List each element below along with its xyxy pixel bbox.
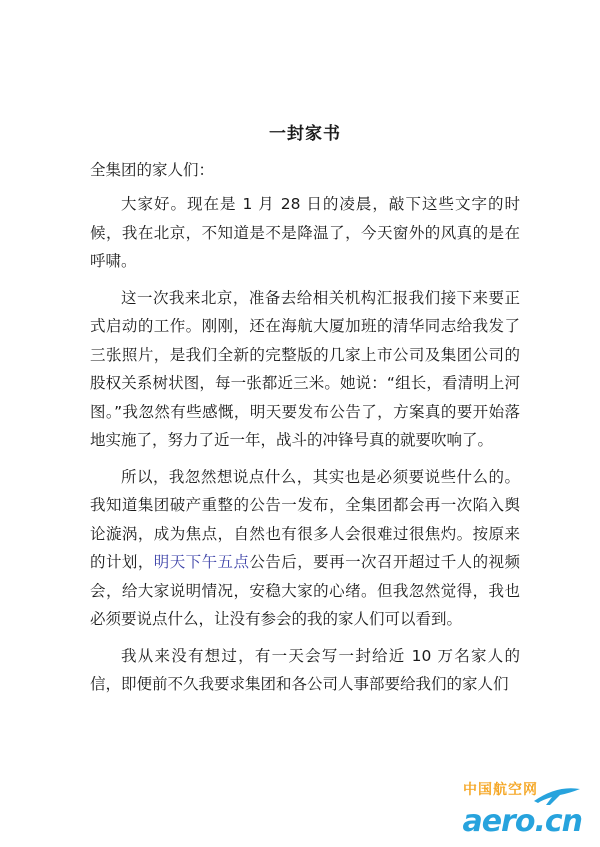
paragraph-3: [90, 463, 520, 634]
letter-body: [90, 122, 520, 707]
letter-title: 一封家书: [269, 124, 341, 144]
paragraph-2: 这一次我来北京，准备去给相关机构汇报我们接下来要正式启动的工作。刚刚，还在海航大厦加班的清华同志给我发了三张照片，是我们全新的完整版的几家上市公司及集团公司的股权关系树状图，每一张都近三米。她说：“组长，看清明上河图。”我忽然有些感慨，明天要发布公告了，方案真的要开始落地实施了，努力了近一年，战斗的冲锋号真的就要吹响了。: [90, 288, 520, 449]
paragraph-1: 大家好。现在是 1 月 28 日的凌晨，敲下这些文字的时候，我在北京，不知道是不是降温了，今天窗外的风真的是在呼啸。: [90, 195, 520, 270]
paragraph-4: 我从来没有想过，有一天会写一封给近 10 万名家人的信，即便前不久我要求集团和各公司人事部要给我们的家人们: [90, 646, 520, 693]
watermark-en-text: aero.cn: [462, 804, 582, 839]
letter-greeting: 全集团的家人们：: [90, 161, 215, 179]
paragraph-3-text-before: 所以，我忽然想说点什么，其实也是必须要说些什么的。我知道集团破产重整的公告一发布，全集团都会再一次陷入舆论漩涡，成为焦点，自然也有很多人会很难过很焦灼。按原来的计划，: [90, 467, 520, 571]
paragraph-3-text-after: 公告后，要再一次召开超过千人的视频会，给大家说明情况，安稳大家的心绪。但我忽然觉得，我也必须要说点什么，让没有参会的我的家人们可以看到。: [90, 553, 520, 628]
aero-cn-watermark: [410, 779, 586, 839]
watermark-cn-text: 中国航空网: [463, 782, 538, 798]
highlighted-time-link[interactable]: 明天下午五点: [153, 553, 250, 571]
